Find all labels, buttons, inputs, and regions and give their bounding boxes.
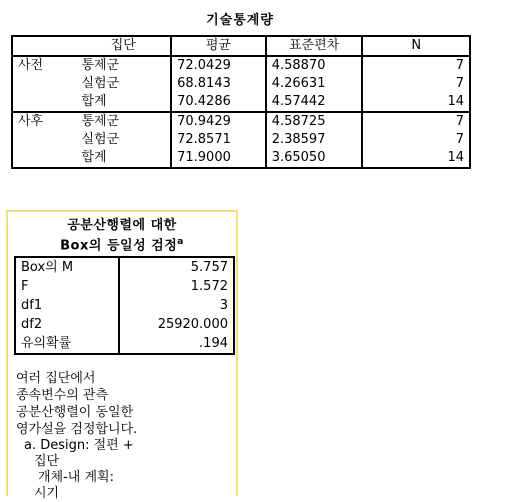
box-m-table	[14, 256, 235, 355]
cell-sd: 4.58725	[266, 112, 363, 131]
box-m-footnote	[24, 438, 234, 502]
stat-label: F	[15, 277, 119, 296]
cell-subgroup: 실험군	[77, 75, 172, 93]
table-row	[12, 149, 470, 168]
descriptive-stats-title: 기술통계량	[206, 13, 274, 28]
footnote-line: 시기	[34, 486, 60, 501]
cell-mean: 71.9000	[171, 149, 266, 168]
stat-label: 유의확률	[15, 334, 119, 354]
table-row	[15, 315, 234, 334]
note-line: 여러 집단에서	[16, 371, 96, 386]
stat-label: df2	[15, 315, 119, 334]
header-mean: 평균	[171, 36, 266, 56]
cell-sd: 4.58870	[266, 56, 363, 75]
footnote-line: 개체-내 계획:	[38, 470, 114, 485]
box-m-title	[8, 217, 236, 254]
cell-n: 14	[447, 150, 464, 165]
cell-mean: 70.9429	[171, 112, 266, 131]
cell-group	[12, 131, 77, 149]
stat-value: 5.757	[190, 260, 228, 275]
footnote-marker: a	[177, 237, 184, 247]
cell-mean: 72.0429	[171, 56, 266, 75]
cell-group	[12, 93, 77, 112]
stat-value: 1.572	[190, 279, 228, 294]
table-row	[15, 257, 234, 277]
stat-label: df1	[15, 296, 119, 315]
cell-subgroup: 통제군	[77, 56, 172, 75]
box-m-note	[16, 370, 236, 438]
cell-subgroup: 통제군	[77, 112, 172, 131]
cell-group: 사전	[18, 58, 44, 73]
box-m-title-line1: 공분산행렬에 대한	[67, 218, 177, 233]
note-line: 영가설을 검정합니다.	[16, 422, 138, 437]
cell-n: 7	[455, 114, 464, 129]
cell-group	[12, 75, 77, 93]
cell-n: 14	[362, 93, 470, 112]
cell-subgroup: 합계	[77, 149, 172, 168]
stat-value: .194	[199, 336, 228, 351]
footnote-line: 집단	[34, 454, 60, 469]
cell-sd: 4.57442	[266, 93, 363, 112]
cell-mean: 68.8143	[171, 75, 266, 93]
cell-group: 사후	[18, 114, 44, 129]
cell-mean: 70.4286	[171, 93, 266, 112]
cell-mean: 72.8571	[171, 131, 266, 149]
header-sd: 표준편차	[266, 36, 363, 56]
cell-group	[12, 149, 77, 168]
table-row	[15, 277, 234, 296]
cell-sd: 4.26631	[266, 75, 363, 93]
cell-n: 7	[455, 76, 464, 91]
header-subgroup: 집단	[77, 36, 172, 56]
descriptive-stats-table	[11, 35, 471, 169]
header-n: N	[362, 36, 470, 56]
cell-n: 7	[455, 132, 464, 147]
table-row	[12, 131, 470, 149]
stat-value: 3	[219, 298, 228, 313]
cell-subgroup: 합계	[77, 93, 172, 112]
cell-sd: 2.38597	[266, 131, 363, 149]
cell-sd: 3.65050	[266, 149, 363, 168]
box-m-title-line2: Box의 등일성 검정$^a$	[60, 237, 184, 254]
note-line: 종속변수의 관측	[16, 388, 109, 403]
table-row	[12, 56, 470, 75]
stat-label: Box의 M	[15, 257, 119, 277]
footnote-line: a. Design: 절편 +	[24, 438, 134, 453]
table-row	[12, 93, 470, 112]
table-row	[15, 334, 234, 354]
table-row	[15, 296, 234, 315]
header-row	[12, 36, 470, 56]
cell-n: 7	[455, 58, 464, 73]
header-group	[12, 36, 77, 56]
cell-subgroup: 실험군	[77, 131, 172, 149]
stat-value: 25920.000	[157, 317, 228, 332]
table-row	[12, 112, 470, 131]
note-line: 공분산행렬이 동일한	[16, 405, 134, 420]
table-row	[12, 75, 470, 93]
box-m-panel	[6, 210, 238, 501]
